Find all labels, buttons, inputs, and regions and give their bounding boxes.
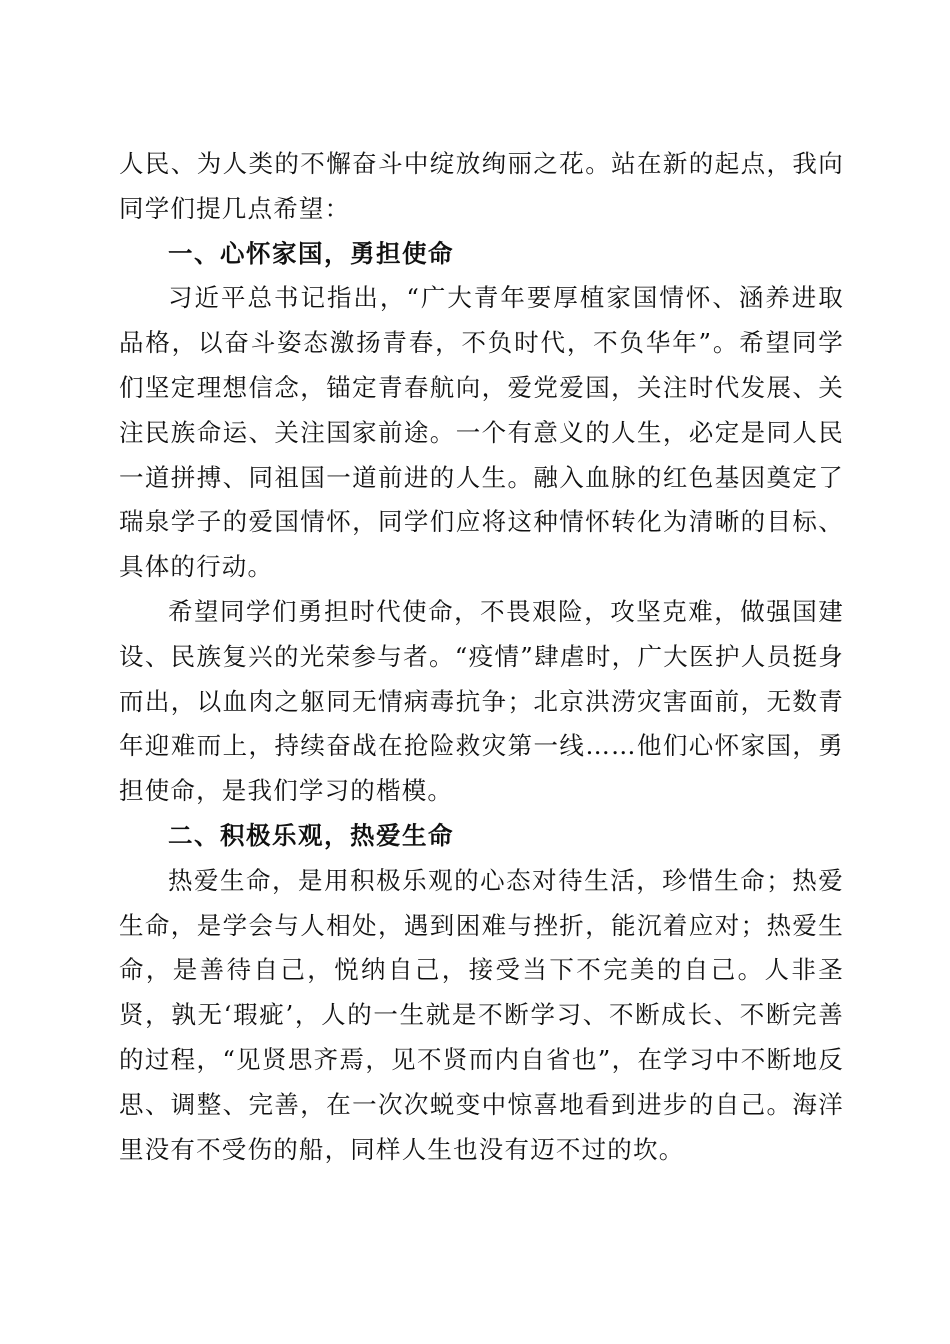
paragraph-love-life: 热爱生命，是用积极乐观的心态对待生活，珍惜生命；热爱生命，是学会与人相处，遇到困难与挫折，能沉着应对；热爱生命，是善待自己，悦纳自己，接受当下不完美的自己。人非圣贤，孰无‘瑕疵’，人的一生就是不断学习、不断成长、不断完善的过程，“见贤思齐焉，见不贤而内自省也”，在学习中不断地反思、调整、完善，在一次次蜕变中惊喜地看到进步的自己。海洋里没有不受伤的船，同样人生也没有迈不过的坎。 xyxy=(119,865,844,1164)
section-heading-2: 二、积极乐观，热爱生命 xyxy=(168,820,454,850)
paragraph-patriotism: 习近平总书记指出，“广大青年要厚植家国情怀、涵养进取品格，以奋斗姿态激扬青春，不负时代，不负华年”。希望同学们坚定理想信念，锚定青春航向，爱党爱国，关注时代发展、关注民族命运、关注国家前途。一个有意义的人生，必定是同人民一道拼搏、同祖国一道前进的人生。融入血脉的红色基因奠定了瑞泉学子的爱国情怀，同学们应将这种情怀转化为清晰的目标、具体的行动。 xyxy=(119,283,844,582)
paragraph-mission: 希望同学们勇担时代使命，不畏艰险，攻坚克难，做强国建设、民族复兴的光荣参与者。“疫情”肆虐时，广大医护人员挺身而出，以血肉之躯同无情病毒抗争；北京洪涝灾害面前，无数青年迎难而上，持续奋战在抢险救灾第一线……他们心怀家国，勇担使命，是我们学习的楷模。 xyxy=(119,596,844,806)
paragraph-intro: 人民、为人类的不懈奋斗中绽放绚丽之花。站在新的起点，我向同学们提几点希望： xyxy=(119,149,844,223)
document-body xyxy=(119,142,844,1172)
section-heading-1: 一、心怀家国，勇担使命 xyxy=(168,238,454,268)
